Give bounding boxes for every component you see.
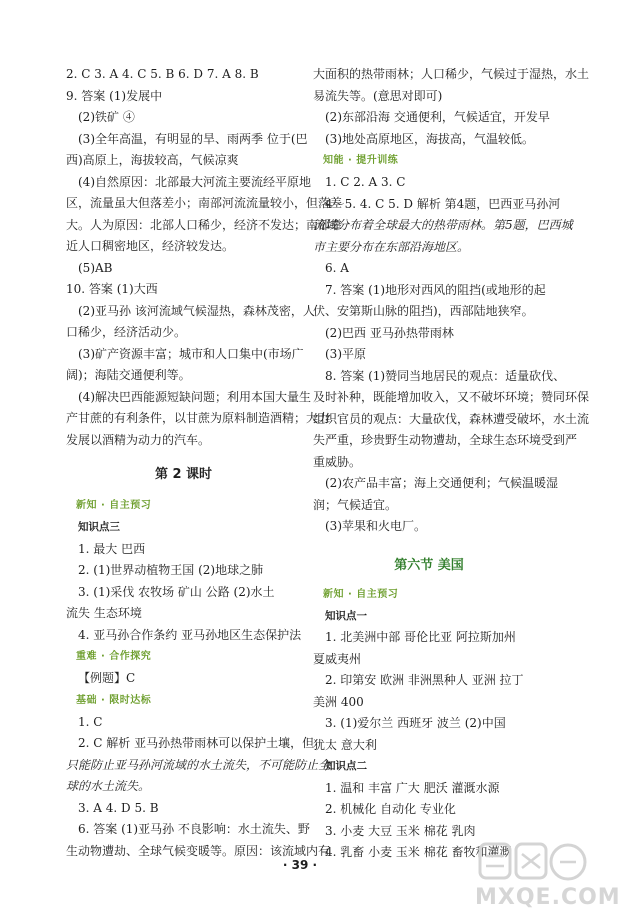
text-line: 1. C 2. A 3. C [325,175,406,189]
text-line: 西)高原上，海拔较高，气候凉爽 [66,153,239,167]
text-line: 犹太 意大利 [313,737,377,752]
text-line: 市主要分布在东部沿海地区。 [313,239,470,254]
text-line: 流域分布着全球最大的热带雨林。第5题，巴西城 [313,218,573,232]
text-line: 2. 印第安 欧洲 非洲黑种人 亚洲 拉丁 [325,673,524,687]
text-line: 【例题】C [78,671,136,685]
text-line: 8. 答案 (1)赞同当地居民的观点：适量砍伐、 [325,368,566,383]
text-line: 大面积的热带雨林；人口稀少，气候过于湿热，水土 [313,67,590,81]
text-line: (3)矿产资源丰富；城市和人口集中(市场广 [78,346,304,361]
text-line: 失严重，珍贵野生动物遭劫，全球生态环境受到严 [313,433,578,447]
text-line: (3)地处高原地区，海拔高，气温较低。 [325,131,534,146]
text-line: 组织官员的观点：大量砍伐，森林遭受破坏，水土流 [313,411,590,426]
section-heading: 知能 · 提升训练 [323,155,399,166]
text-line: (2)巴西 亚马孙热带雨林 [325,325,454,340]
knowledge-point-heading: 知识点一 [325,609,367,622]
text-line: 只能防止亚马孙河流域的水土流失，不可能防止全 [66,757,331,772]
text-line: (4)解决巴西能源短缺问题；利用本国大量生 [78,389,311,404]
watermark-site: MXQE.COM [475,885,621,910]
text-line: 流失 生态环境 [66,606,142,620]
text-line: (2)铁矿 ④ [78,110,135,124]
text-line: 4～5. 4. C 5. D 解析 第4题，巴西亚马孙河 [325,196,561,211]
text-line: (2)农产品丰富；海上交通便利；气候温暖湿 [325,476,558,490]
text-line: 2. 机械化 自动化 专业化 [325,802,456,816]
text-line: 7. 答案 (1)地形对西风的阻挡(或地形的起 [325,282,546,297]
text-line: 3. 小麦 大豆 玉米 棉花 乳肉 [325,823,476,838]
text-line: 2. (1)世界动植物王国 (2)地球之肺 [78,563,264,577]
text-line: 阔)；海陆交通便利等。 [66,368,191,382]
text-line: (3)全年高温，有明显的旱、雨两季 位于(巴 [78,131,308,146]
section-heading: 基础 · 限时达标 [76,694,152,706]
text-line: 1. 最大 巴西 [78,541,146,556]
text-line: 6. 答案 (1)亚马孙 不良影响：水土流失、野 [78,822,310,836]
text-line: (3)平原 [325,347,366,361]
section-heading: 新知 · 自主预习 [323,588,399,600]
watermark-logo [478,838,588,890]
text-line: 2. C 3. A 4. C 5. B 6. D 7. A 8. B [66,67,259,81]
text-line: 4. 亚马孙合作条约 亚马孙地区生态保护法 [78,627,302,642]
text-line: 近人口稠密地区，经济较发达。 [66,239,235,253]
text-line: 1. C [78,714,103,729]
text-line: 1. 北美洲中部 哥伦比亚 阿拉斯加州 [325,630,516,644]
chapter-title: 第六节 美国 [394,557,464,573]
text-line: 伏、安第斯山脉的阻挡)，西部陆地狭窄。 [313,304,534,318]
text-line: 6. A [325,261,349,275]
text-line: 球的水土流失。 [66,779,151,793]
text-line: 3. A 4. D 5. B [78,800,159,815]
right-column [313,64,590,864]
page-number: · 39 · [282,858,318,872]
text-line: (2)亚马孙 该河流域气候湿热，森林茂密，人 [78,303,315,318]
text-line: 2. C 解析 亚马孙热带雨林可以保护土壤，但 [78,736,315,750]
text-line: 产甘蔗的有利条件，以甘蔗为原料制造酒精；大力 [66,411,331,425]
text-line: (4)自然原因：北部最大河流主要流经平原地 [78,174,311,189]
text-line: 9. 答案 (1)发展中 [66,88,163,103]
section-heading: 重难 · 合作探究 [76,651,152,662]
text-line: 发展以酒精为动力的汽车。 [66,432,211,447]
text-line: 3. (1)爱尔兰 西班牙 波兰 (2)中国 [325,716,506,730]
text-line: 易流失等。(意思对即可) [313,88,443,103]
lesson-title: 第 2 课时 [154,467,213,482]
text-line: (3)苹果和火电厂。 [325,519,426,533]
knowledge-point-heading: 知识点三 [78,521,120,533]
text-line: 10. 答案 (1)大西 [66,282,158,296]
text-line: 美洲 400 [313,694,364,709]
text-line: 3. (1)采伐 农牧场 矿山 公路 (2)水土 [78,584,275,599]
text-line: 润；气候适宜。 [313,497,398,512]
text-line: (2)东部沿海 交通便利，气候适宜，开发早 [325,110,550,124]
text-line: 区，流量虽大但落差小；南部河流流量较小，但落差 [66,196,343,210]
text-line: 大。人为原因：北部人口稀少，经济不发达；南部靠 [66,217,343,232]
text-line: 及时补种，既能增加收入，又不破坏环境；赞同环保 [313,390,590,404]
text-line: 生动物遭劫、全球气候变暖等。原因：该流域内有 [66,843,331,858]
text-line: (5)AB [78,260,113,275]
text-line: 1. 温和 丰富 广大 肥沃 灌溉水源 [325,780,500,795]
text-line: 4. 乳畜 小麦 玉米 棉花 畜牧和灌溉 [325,845,512,859]
text-line: 口稀少，经济活动少。 [66,325,187,339]
section-heading: 新知 · 自主预习 [76,500,152,511]
knowledge-point-heading: 知识点二 [325,760,367,772]
text-line: 重威胁。 [313,454,362,469]
text-line: 夏威夷州 [313,651,362,666]
